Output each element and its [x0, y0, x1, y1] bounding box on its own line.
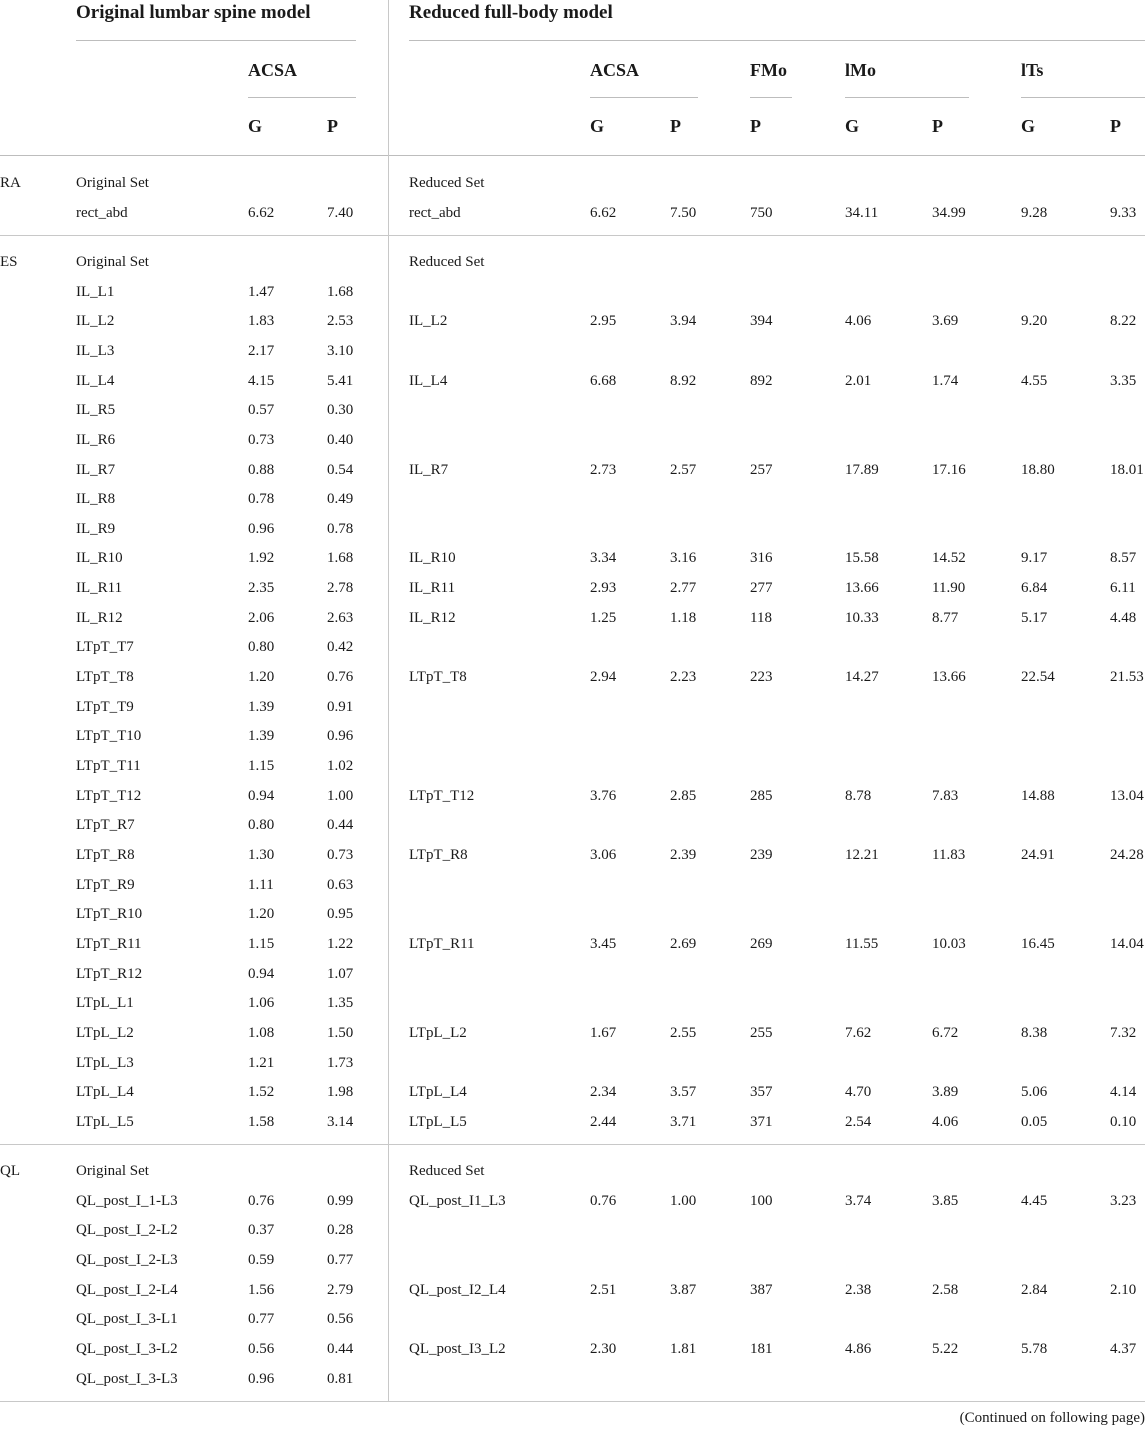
reduced-fmo-p: 239 — [750, 847, 773, 863]
reduced-acsa-p: 1.81 — [670, 1341, 697, 1357]
original-acsa-g: 0.88 — [248, 462, 275, 478]
section-rule-ql — [0, 1401, 1145, 1402]
reduced-lts-p: 0.10 — [1110, 1114, 1137, 1130]
original-acsa-g: 0.94 — [248, 788, 275, 804]
original-acsa-g: 1.20 — [248, 669, 275, 685]
right-group-rule-lmo — [845, 97, 969, 98]
reduced-lmo-p: 1.74 — [932, 373, 959, 389]
original-acsa-p: 0.76 — [327, 669, 354, 685]
original-acsa-p: 0.42 — [327, 639, 354, 655]
reduced-set-label-ql: Reduced Set — [409, 1163, 485, 1179]
original-muscle-name: QL_post_I_3-L1 — [76, 1311, 178, 1327]
reduced-acsa-p: 3.57 — [670, 1084, 697, 1100]
reduced-muscle-name: LTpL_L5 — [409, 1114, 467, 1130]
reduced-lmo-g: 11.55 — [845, 936, 879, 952]
original-acsa-g: 1.92 — [248, 550, 275, 566]
left-subheader-g: G — [248, 116, 263, 136]
original-acsa-p: 3.14 — [327, 1114, 354, 1130]
original-acsa-g: 1.83 — [248, 313, 275, 329]
right-subheader-6: P — [1110, 116, 1121, 136]
reduced-acsa-p: 1.18 — [670, 610, 697, 626]
reduced-fmo-p: 387 — [750, 1282, 773, 1298]
left-title-rule — [76, 40, 356, 41]
reduced-lts-g: 2.84 — [1021, 1282, 1048, 1298]
reduced-lts-p: 4.37 — [1110, 1341, 1137, 1357]
reduced-lts-p: 13.04 — [1110, 788, 1144, 804]
original-acsa-p: 0.44 — [327, 1341, 354, 1357]
original-muscle-name: IL_R11 — [76, 580, 123, 596]
reduced-lmo-g: 34.11 — [845, 205, 879, 221]
original-muscle-name: LTpT_R11 — [76, 936, 142, 952]
reduced-muscle-name: LTpL_L2 — [409, 1025, 467, 1041]
original-acsa-g: 1.21 — [248, 1055, 275, 1071]
reduced-lts-g: 14.88 — [1021, 788, 1055, 804]
reduced-fmo-p: 285 — [750, 788, 773, 804]
original-acsa-p: 1.73 — [327, 1055, 354, 1071]
reduced-acsa-g: 6.68 — [590, 373, 617, 389]
reduced-lts-p: 4.14 — [1110, 1084, 1137, 1100]
reduced-muscle-name: IL_R11 — [409, 580, 456, 596]
left-group-header-acsa: ACSA — [248, 60, 298, 80]
original-acsa-g: 1.20 — [248, 906, 275, 922]
original-muscle-name: LTpT_R7 — [76, 817, 135, 833]
original-muscle-name: LTpT_R12 — [76, 966, 143, 982]
reduced-lmo-g: 2.38 — [845, 1282, 872, 1298]
reduced-fmo-p: 257 — [750, 462, 773, 478]
original-acsa-p: 0.78 — [327, 521, 354, 537]
reduced-acsa-p: 2.85 — [670, 788, 697, 804]
original-acsa-p: 1.98 — [327, 1084, 354, 1100]
original-muscle-name: QL_post_I_1-L3 — [76, 1193, 178, 1209]
original-acsa-p: 0.56 — [327, 1311, 354, 1327]
original-acsa-p: 2.79 — [327, 1282, 354, 1298]
original-set-label-ra: Original Set — [76, 175, 149, 191]
original-acsa-p: 5.41 — [327, 373, 354, 389]
reduced-lts-p: 24.28 — [1110, 847, 1144, 863]
reduced-acsa-g: 2.94 — [590, 669, 617, 685]
reduced-lts-g: 18.80 — [1021, 462, 1055, 478]
reduced-acsa-p: 7.50 — [670, 205, 697, 221]
original-acsa-g: 0.77 — [248, 1311, 275, 1327]
original-acsa-g: 2.06 — [248, 610, 275, 626]
reduced-fmo-p: 100 — [750, 1193, 773, 1209]
reduced-acsa-g: 3.06 — [590, 847, 617, 863]
original-muscle-name: QL_post_I_3-L2 — [76, 1341, 178, 1357]
reduced-lmo-g: 2.54 — [845, 1114, 872, 1130]
original-muscle-name: QL_post_I_2-L3 — [76, 1252, 178, 1268]
reduced-acsa-g: 6.62 — [590, 205, 617, 221]
reduced-lts-p: 8.22 — [1110, 313, 1137, 329]
right-subheader-1: P — [670, 116, 681, 136]
reduced-lts-g: 24.91 — [1021, 847, 1055, 863]
original-acsa-g: 0.57 — [248, 402, 275, 418]
original-acsa-g: 6.62 — [248, 205, 275, 221]
original-acsa-p: 1.07 — [327, 966, 354, 982]
reduced-lmo-g: 7.62 — [845, 1025, 872, 1041]
reduced-lmo-p: 17.16 — [932, 462, 966, 478]
reduced-lts-g: 4.55 — [1021, 373, 1048, 389]
reduced-lts-g: 9.17 — [1021, 550, 1048, 566]
original-muscle-name: IL_R9 — [76, 521, 116, 537]
original-muscle-name: LTpT_T8 — [76, 669, 134, 685]
original-muscle-name: LTpT_R8 — [76, 847, 135, 863]
original-acsa-g: 1.56 — [248, 1282, 275, 1298]
reduced-lmo-g: 12.21 — [845, 847, 879, 863]
reduced-lts-p: 21.53 — [1110, 669, 1144, 685]
original-acsa-g: 4.15 — [248, 373, 275, 389]
reduced-lmo-p: 6.72 — [932, 1025, 959, 1041]
group-label-ra: RA — [0, 175, 21, 191]
reduced-fmo-p: 892 — [750, 373, 773, 389]
original-acsa-p: 0.30 — [327, 402, 354, 418]
group-label-es: ES — [0, 254, 18, 270]
original-acsa-g: 0.76 — [248, 1193, 275, 1209]
reduced-lmo-g: 8.78 — [845, 788, 872, 804]
right-subheader-0: G — [590, 116, 605, 136]
original-acsa-p: 2.53 — [327, 313, 354, 329]
reduced-lts-g: 0.05 — [1021, 1114, 1048, 1130]
original-acsa-g: 0.56 — [248, 1341, 275, 1357]
reduced-lmo-p: 2.58 — [932, 1282, 959, 1298]
right-model-title: Reduced full-body model — [409, 2, 613, 23]
reduced-lts-g: 5.17 — [1021, 610, 1048, 626]
reduced-lts-p: 8.57 — [1110, 550, 1137, 566]
original-acsa-g: 1.58 — [248, 1114, 275, 1130]
right-subheader-5: G — [1021, 116, 1036, 136]
reduced-acsa-g: 0.76 — [590, 1193, 617, 1209]
reduced-acsa-p: 2.55 — [670, 1025, 697, 1041]
reduced-lts-p: 3.23 — [1110, 1193, 1137, 1209]
original-acsa-g: 0.96 — [248, 1371, 275, 1387]
reduced-muscle-name: QL_post_I3_L2 — [409, 1341, 506, 1357]
right-group-rule-lts — [1021, 97, 1145, 98]
original-muscle-name: LTpL_L1 — [76, 995, 134, 1011]
original-muscle-name: IL_L3 — [76, 343, 115, 359]
reduced-lts-p: 3.35 — [1110, 373, 1137, 389]
original-acsa-g: 1.15 — [248, 758, 275, 774]
reduced-acsa-p: 1.00 — [670, 1193, 697, 1209]
reduced-muscle-name: LTpL_L4 — [409, 1084, 467, 1100]
original-acsa-p: 0.44 — [327, 817, 354, 833]
reduced-lmo-p: 5.22 — [932, 1341, 959, 1357]
reduced-lmo-g: 13.66 — [845, 580, 879, 596]
original-muscle-name: LTpL_L2 — [76, 1025, 134, 1041]
original-muscle-name: IL_R12 — [76, 610, 123, 626]
section-rule-es — [0, 1144, 1145, 1145]
original-acsa-p: 0.73 — [327, 847, 354, 863]
original-acsa-g: 0.94 — [248, 966, 275, 982]
reduced-acsa-g: 2.73 — [590, 462, 617, 478]
right-group-header-lmo: lMo — [845, 60, 876, 80]
original-acsa-g: 0.59 — [248, 1252, 275, 1268]
reduced-muscle-name: IL_L4 — [409, 373, 448, 389]
reduced-lts-g: 16.45 — [1021, 936, 1055, 952]
original-acsa-g: 0.78 — [248, 491, 275, 507]
original-acsa-p: 0.49 — [327, 491, 354, 507]
right-subheader-3: G — [845, 116, 860, 136]
original-acsa-p: 0.96 — [327, 728, 354, 744]
reduced-muscle-name: QL_post_I1_L3 — [409, 1193, 506, 1209]
reduced-lts-p: 7.32 — [1110, 1025, 1137, 1041]
original-acsa-p: 0.91 — [327, 699, 354, 715]
reduced-fmo-p: 118 — [750, 610, 772, 626]
original-muscle-name: LTpL_L4 — [76, 1084, 134, 1100]
reduced-muscle-name: rect_abd — [409, 205, 461, 221]
left-subheader-p: P — [327, 116, 338, 136]
original-acsa-g: 1.15 — [248, 936, 275, 952]
reduced-lmo-g: 14.27 — [845, 669, 879, 685]
original-acsa-p: 0.40 — [327, 432, 354, 448]
reduced-muscle-name: LTpT_R8 — [409, 847, 468, 863]
reduced-acsa-g: 1.67 — [590, 1025, 617, 1041]
reduced-lmo-p: 8.77 — [932, 610, 959, 626]
original-muscle-name: IL_R7 — [76, 462, 116, 478]
reduced-lmo-p: 4.06 — [932, 1114, 959, 1130]
original-muscle-name: LTpT_T11 — [76, 758, 141, 774]
reduced-fmo-p: 394 — [750, 313, 773, 329]
reduced-muscle-name: LTpT_T8 — [409, 669, 467, 685]
reduced-acsa-g: 2.95 — [590, 313, 617, 329]
reduced-lmo-g: 17.89 — [845, 462, 879, 478]
original-muscle-name: QL_post_I_3-L3 — [76, 1371, 178, 1387]
original-acsa-p: 0.99 — [327, 1193, 354, 1209]
original-set-label-es: Original Set — [76, 254, 149, 270]
reduced-acsa-g: 2.44 — [590, 1114, 617, 1130]
reduced-acsa-p: 3.87 — [670, 1282, 697, 1298]
reduced-lts-p: 18.01 — [1110, 462, 1144, 478]
original-muscle-name: LTpL_L5 — [76, 1114, 134, 1130]
reduced-lmo-g: 10.33 — [845, 610, 879, 626]
reduced-lmo-g: 15.58 — [845, 550, 879, 566]
reduced-lmo-p: 3.89 — [932, 1084, 959, 1100]
reduced-lmo-p: 11.83 — [932, 847, 966, 863]
reduced-lts-g: 22.54 — [1021, 669, 1055, 685]
original-acsa-p: 1.50 — [327, 1025, 354, 1041]
reduced-muscle-name: LTpT_T12 — [409, 788, 475, 804]
original-acsa-g: 1.52 — [248, 1084, 275, 1100]
group-label-ql: QL — [0, 1163, 20, 1179]
reduced-muscle-name: LTpT_R11 — [409, 936, 475, 952]
reduced-muscle-name: IL_L2 — [409, 313, 448, 329]
reduced-lts-g: 5.78 — [1021, 1341, 1048, 1357]
right-subheader-4: P — [932, 116, 943, 136]
reduced-acsa-g: 3.45 — [590, 936, 617, 952]
original-acsa-p: 3.10 — [327, 343, 354, 359]
original-acsa-p: 7.40 — [327, 205, 354, 221]
original-muscle-name: IL_L2 — [76, 313, 115, 329]
reduced-lmo-p: 10.03 — [932, 936, 966, 952]
reduced-set-label-es: Reduced Set — [409, 254, 485, 270]
reduced-lts-p: 14.04 — [1110, 936, 1144, 952]
reduced-lts-g: 4.45 — [1021, 1193, 1048, 1209]
reduced-acsa-g: 2.51 — [590, 1282, 617, 1298]
original-muscle-name: LTpT_R10 — [76, 906, 143, 922]
original-muscle-name: LTpT_T10 — [76, 728, 142, 744]
reduced-acsa-p: 3.71 — [670, 1114, 697, 1130]
reduced-fmo-p: 357 — [750, 1084, 773, 1100]
original-acsa-g: 2.17 — [248, 343, 275, 359]
reduced-acsa-p: 3.16 — [670, 550, 697, 566]
reduced-fmo-p: 750 — [750, 205, 773, 221]
reduced-acsa-p: 2.39 — [670, 847, 697, 863]
original-acsa-g: 0.96 — [248, 521, 275, 537]
reduced-fmo-p: 255 — [750, 1025, 773, 1041]
right-group-rule-fmo — [750, 97, 792, 98]
reduced-fmo-p: 269 — [750, 936, 773, 952]
reduced-fmo-p: 223 — [750, 669, 773, 685]
reduced-acsa-g: 2.93 — [590, 580, 617, 596]
reduced-acsa-g: 3.76 — [590, 788, 617, 804]
reduced-lmo-p: 34.99 — [932, 205, 966, 221]
original-acsa-p: 1.02 — [327, 758, 354, 774]
reduced-lmo-g: 4.06 — [845, 313, 872, 329]
original-acsa-g: 0.37 — [248, 1222, 275, 1238]
original-acsa-p: 1.22 — [327, 936, 354, 952]
original-muscle-name: LTpT_T9 — [76, 699, 134, 715]
reduced-lts-p: 6.11 — [1110, 580, 1136, 596]
reduced-lmo-p: 3.85 — [932, 1193, 959, 1209]
reduced-lts-p: 4.48 — [1110, 610, 1137, 626]
reduced-acsa-p: 2.57 — [670, 462, 697, 478]
right-title-rule — [409, 40, 1145, 41]
original-acsa-p: 0.54 — [327, 462, 354, 478]
original-acsa-p: 1.68 — [327, 284, 354, 300]
original-acsa-g: 0.73 — [248, 432, 275, 448]
reduced-acsa-g: 1.25 — [590, 610, 617, 626]
reduced-lmo-g: 4.70 — [845, 1084, 872, 1100]
original-acsa-p: 2.63 — [327, 610, 354, 626]
reduced-acsa-g: 2.34 — [590, 1084, 617, 1100]
original-acsa-g: 1.08 — [248, 1025, 275, 1041]
reduced-set-label-ra: Reduced Set — [409, 175, 485, 191]
reduced-acsa-p: 3.94 — [670, 313, 697, 329]
reduced-lts-g: 9.20 — [1021, 313, 1048, 329]
original-acsa-g: 1.39 — [248, 728, 275, 744]
original-acsa-p: 1.35 — [327, 995, 354, 1011]
original-acsa-g: 0.80 — [248, 817, 275, 833]
reduced-acsa-g: 2.30 — [590, 1341, 617, 1357]
original-muscle-name: IL_L4 — [76, 373, 115, 389]
left-model-title: Original lumbar spine model — [76, 2, 311, 23]
right-subheader-2: P — [750, 116, 761, 136]
left-acsa-rule — [248, 97, 356, 98]
original-muscle-name: IL_R10 — [76, 550, 123, 566]
right-group-header-lts: lTs — [1021, 60, 1044, 80]
reduced-acsa-p: 2.69 — [670, 936, 697, 952]
continued-note: (Continued on following page) — [959, 1410, 1145, 1426]
reduced-fmo-p: 181 — [750, 1341, 773, 1357]
reduced-lts-g: 9.28 — [1021, 205, 1048, 221]
reduced-lts-g: 6.84 — [1021, 580, 1048, 596]
original-acsa-g: 1.39 — [248, 699, 275, 715]
reduced-fmo-p: 277 — [750, 580, 773, 596]
reduced-acsa-p: 8.92 — [670, 373, 697, 389]
original-muscle-name: IL_R8 — [76, 491, 116, 507]
reduced-muscle-name: IL_R10 — [409, 550, 456, 566]
original-muscle-name: LTpT_T12 — [76, 788, 142, 804]
original-acsa-p: 2.78 — [327, 580, 354, 596]
original-acsa-g: 1.06 — [248, 995, 275, 1011]
reduced-muscle-name: QL_post_I2_L4 — [409, 1282, 506, 1298]
original-set-label-ql: Original Set — [76, 1163, 149, 1179]
original-muscle-name: LTpL_L3 — [76, 1055, 134, 1071]
reduced-lts-p: 2.10 — [1110, 1282, 1137, 1298]
original-acsa-p: 1.00 — [327, 788, 354, 804]
original-acsa-p: 1.68 — [327, 550, 354, 566]
reduced-lmo-p: 14.52 — [932, 550, 966, 566]
original-muscle-name: IL_R5 — [76, 402, 116, 418]
original-acsa-p: 0.77 — [327, 1252, 354, 1268]
original-acsa-p: 0.95 — [327, 906, 354, 922]
reduced-lmo-g: 3.74 — [845, 1193, 872, 1209]
reduced-fmo-p: 316 — [750, 550, 773, 566]
section-rule-ra — [0, 235, 1145, 236]
right-group-rule-acsa — [590, 97, 698, 98]
original-acsa-p: 0.63 — [327, 877, 354, 893]
right-group-header-fmo: FMo — [750, 60, 787, 80]
model-separator — [388, 0, 389, 1401]
reduced-lmo-p: 13.66 — [932, 669, 966, 685]
reduced-muscle-name: IL_R12 — [409, 610, 456, 626]
original-muscle-name: IL_L1 — [76, 284, 115, 300]
reduced-lts-g: 8.38 — [1021, 1025, 1048, 1041]
original-muscle-name: QL_post_I_2-L2 — [76, 1222, 178, 1238]
reduced-muscle-name: IL_R7 — [409, 462, 449, 478]
reduced-lmo-p: 11.90 — [932, 580, 966, 596]
original-acsa-g: 1.30 — [248, 847, 275, 863]
original-muscle-name: IL_R6 — [76, 432, 116, 448]
original-muscle-name: LTpT_R9 — [76, 877, 135, 893]
original-muscle-name: QL_post_I_2-L4 — [76, 1282, 178, 1298]
reduced-lts-p: 9.33 — [1110, 205, 1137, 221]
reduced-lmo-p: 3.69 — [932, 313, 959, 329]
reduced-lmo-g: 2.01 — [845, 373, 872, 389]
original-muscle-name: LTpT_T7 — [76, 639, 134, 655]
original-acsa-g: 2.35 — [248, 580, 275, 596]
original-muscle-name: rect_abd — [76, 205, 128, 221]
header-bottom-rule — [0, 155, 1145, 156]
original-acsa-g: 1.11 — [248, 877, 274, 893]
reduced-acsa-p: 2.23 — [670, 669, 697, 685]
reduced-fmo-p: 371 — [750, 1114, 773, 1130]
original-acsa-p: 0.81 — [327, 1371, 354, 1387]
reduced-lmo-g: 4.86 — [845, 1341, 872, 1357]
right-group-header-acsa: ACSA — [590, 60, 640, 80]
reduced-acsa-g: 3.34 — [590, 550, 617, 566]
reduced-acsa-p: 2.77 — [670, 580, 697, 596]
original-acsa-p: 0.28 — [327, 1222, 354, 1238]
original-acsa-g: 0.80 — [248, 639, 275, 655]
reduced-lts-g: 5.06 — [1021, 1084, 1048, 1100]
reduced-lmo-p: 7.83 — [932, 788, 959, 804]
original-acsa-g: 1.47 — [248, 284, 275, 300]
